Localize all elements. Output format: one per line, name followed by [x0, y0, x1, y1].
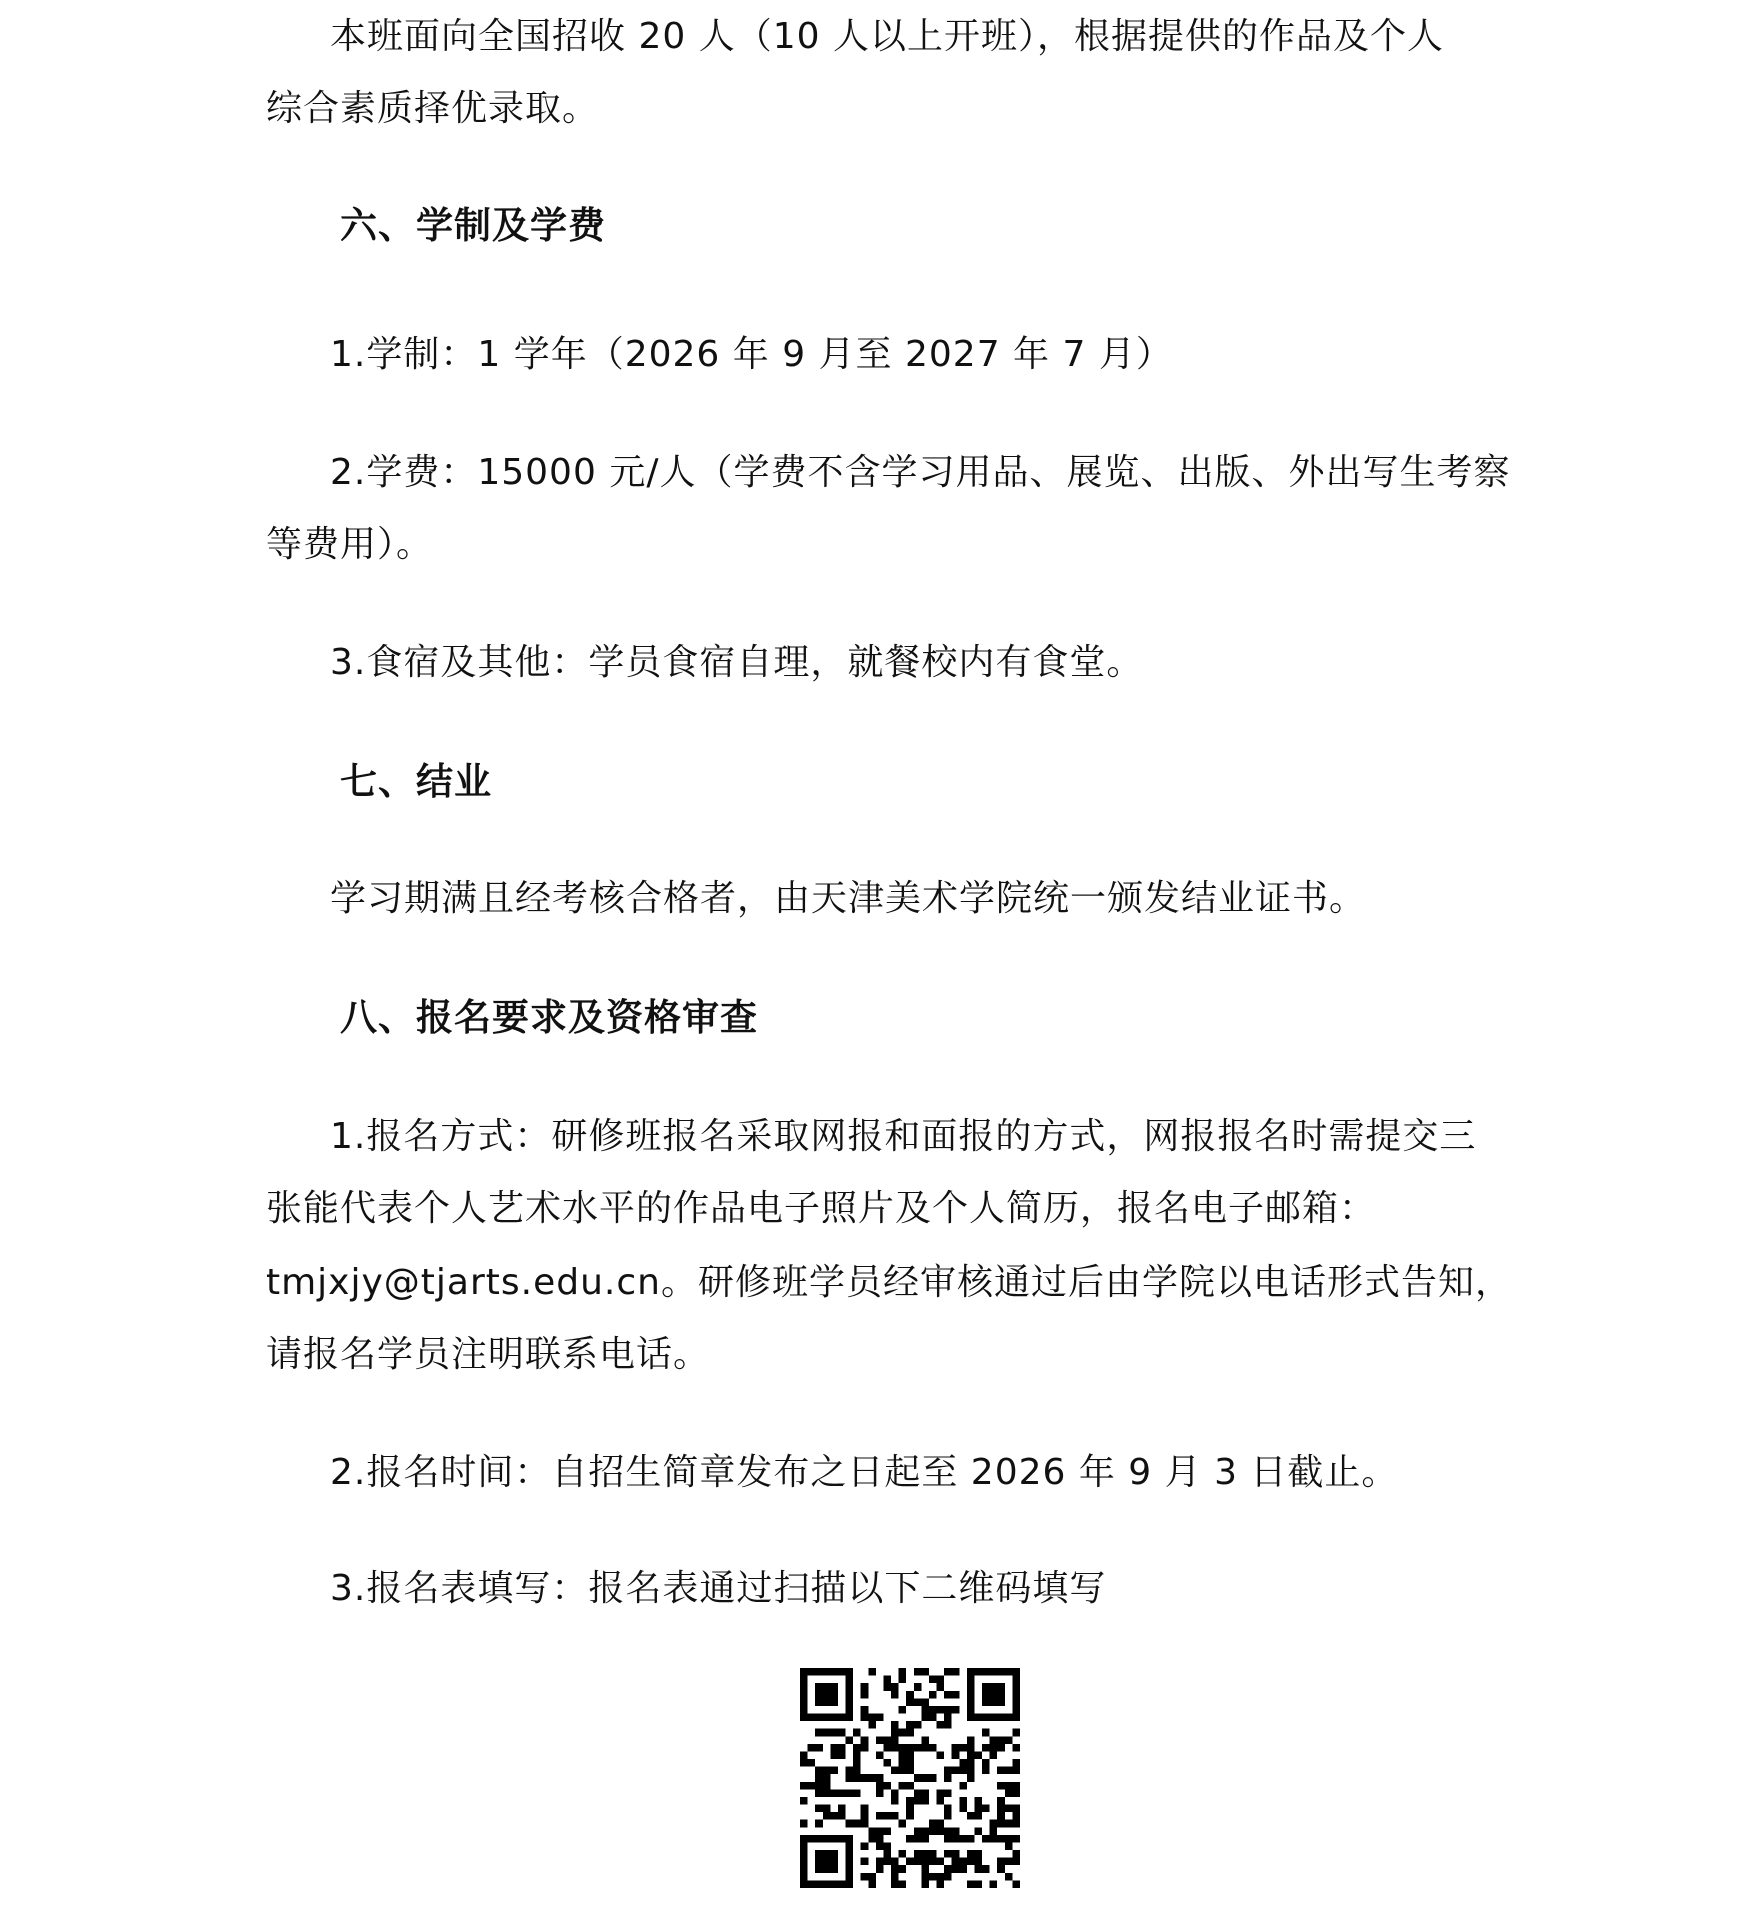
section-6-item-2-line-1: 2.学费：15000 元/人（学费不含学习用品、展览、出版、外出写生考察 [330, 452, 1511, 493]
section-6-item-1: 1.学制：1 学年（2026 年 9 月至 2027 年 7 月） [330, 334, 1173, 375]
section-7-heading: 七、结业 [340, 760, 492, 803]
section-8-item-1-line-3: tmjxjy@tjarts.edu.cn。研修班学员经审核通过后由学院以电话形式告知， [266, 1262, 1512, 1303]
qr-code-icon [800, 1668, 1020, 1888]
section-8-heading: 八、报名要求及资格审查 [340, 996, 758, 1039]
section-6-item-2-line-2: 等费用）。 [266, 524, 434, 565]
section-6-heading: 六、学制及学费 [340, 204, 606, 247]
section-8-item-1-line-2: 张能代表个人艺术水平的作品电子照片及个人简历，报名电子邮箱： [266, 1188, 1377, 1229]
section-8-item-2: 2.报名时间：自招生简章发布之日起至 2026 年 9 月 3 日截止。 [330, 1452, 1399, 1493]
intro-line-1: 本班面向全国招收 20 人（10 人以上开班），根据提供的作品及个人 [330, 16, 1444, 57]
section-6-item-3: 3.食宿及其他：学员食宿自理，就餐校内有食堂。 [330, 642, 1144, 683]
section-8-item-3: 3.报名表填写：报名表通过扫描以下二维码填写 [330, 1568, 1107, 1609]
qr-code-graphic [800, 1668, 1020, 1888]
intro-line-2: 综合素质择优录取。 [266, 88, 600, 129]
section-8-item-1-line-1: 1.报名方式：研修班报名采取网报和面报的方式，网报报名时需提交三 [330, 1116, 1477, 1157]
section-7-text: 学习期满且经考核合格者，由天津美术学院统一颁发结业证书。 [330, 878, 1367, 919]
section-8-item-1-line-4: 请报名学员注明联系电话。 [266, 1334, 711, 1375]
